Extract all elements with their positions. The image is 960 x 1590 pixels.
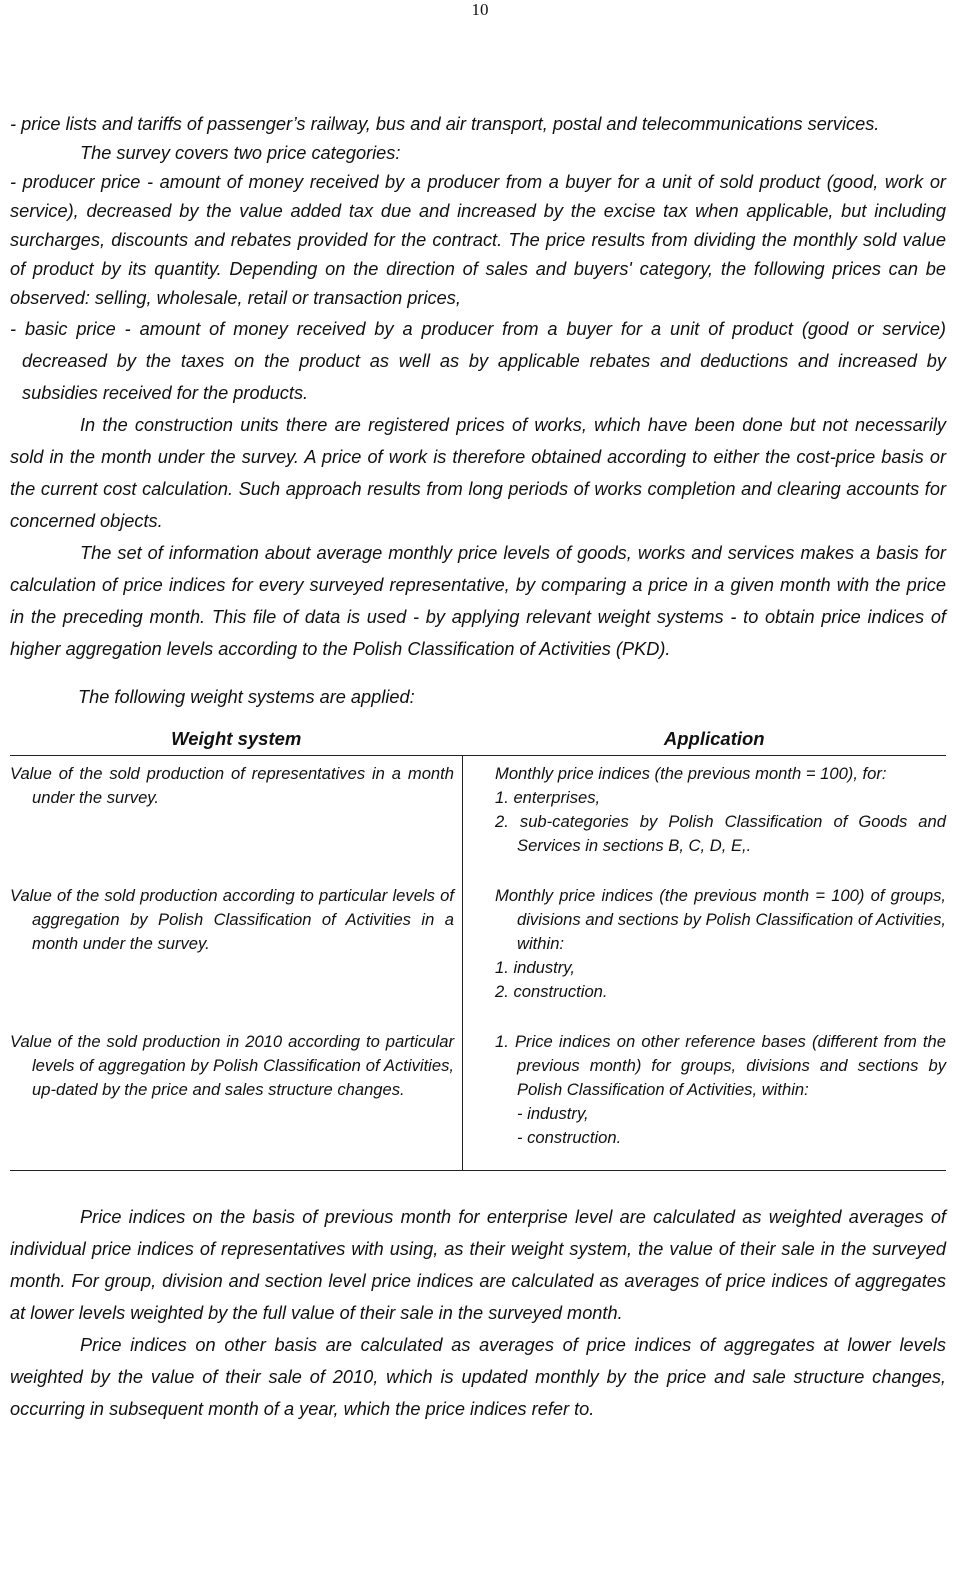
- application-text: 1. Price indices on other reference bases (different from the previous month) for groups, divisions and sections by Polish Classification of Activities, within:: [495, 1032, 946, 1099]
- page-number: 10: [471, 0, 489, 19]
- weight-text: Value of the sold production in 2010 according to particular levels of aggregation by Polish Classification of Activities, up-dated by the price and sales structure changes.: [10, 1032, 454, 1099]
- application-item: 1. enterprises,: [495, 788, 601, 807]
- paragraph-producer-price: - producer price - amount of money received by a producer from a buyer for a unit of sold product (good, work or service), decreased by the value added tax due and increased by the excise tax when applicable, but including surcharges, discounts and rebates provided for the contract. The price results from dividing the monthly sold value of product by its quantity. Depending on the direction of sales and buyers' category, the following prices can be observed: selling, wholesale, retail or transaction prices,: [10, 172, 946, 308]
- header-application: Application: [463, 723, 947, 756]
- paragraph-construction-units: In the construction units there are registered prices of works, which have been done but not necessarily sold in the month under the survey. A price of work is therefore obtained according to either the cost-price basis or the current cost calculation. Such approach results from long periods of works completion and clearing accounts for concerned objects.: [10, 415, 946, 531]
- paragraph-information-set: The set of information about average monthly price levels of goods, works and services makes a basis for calculation of price indices for every surveyed representative, by comparing a price in a given month with the price in the preceding month. This file of data is used - by applying relevant weight systems - to obtain price indices of higher aggregation levels according to the Polish Classification of Activities (PKD).: [10, 543, 946, 659]
- application-cell: [463, 1024, 947, 1171]
- paragraph-price-categories: The survey covers two price categories:: [80, 143, 401, 163]
- application-item: 1. industry,: [495, 958, 575, 977]
- weight-cell: [10, 1024, 463, 1171]
- application-text: Monthly price indices (the previous month = 100) of groups, divisions and sections by Polish Classification of Activities, within:: [495, 886, 946, 953]
- table-row: [10, 1024, 946, 1171]
- weight-text: Value of the sold production of representatives in a month under the survey.: [10, 764, 454, 807]
- table-row: [10, 756, 946, 879]
- table-header-row: [10, 723, 946, 756]
- application-item: 2. construction.: [495, 982, 608, 1001]
- paragraph-previous-month-basis: Price indices on the basis of previous month for enterprise level are calculated as weighted averages of individual price indices of representatives with using, as their weight system, the value of their sale in the surveyed month. For group, division and section level price indices are calculated as averages of price indices of aggregates at lower levels weighted by the full value of their sale in the surveyed month.: [10, 1207, 946, 1323]
- application-cell: [463, 878, 947, 1024]
- paragraph-basic-price: - basic price - amount of money received by a producer from a buyer for a unit of product (good or service) decreased by the taxes on the product as well as by applicable rebates and deductions and increased by subsidies received for the products.: [10, 319, 946, 403]
- paragraph-other-basis: Price indices on other basis are calculated as averages of price indices of aggregates at lower levels weighted by the value of their sale of 2010, which is updated monthly by the price and sale structure changes, occurring in subsequent month of a year, which the price indices refer to.: [10, 1335, 946, 1419]
- table-intro: The following weight systems are applied:: [78, 687, 415, 707]
- table-row: [10, 878, 946, 1024]
- application-item: - construction.: [517, 1128, 622, 1147]
- weight-cell: [10, 756, 463, 879]
- weight-systems-table: [10, 723, 946, 1171]
- document-body: [10, 110, 946, 1425]
- application-item: - industry,: [517, 1104, 589, 1123]
- weight-cell: [10, 878, 463, 1024]
- application-item: 2. sub-categories by Polish Classification of Goods and Services in sections B, C, D, E,.: [495, 812, 946, 855]
- paragraph-price-lists: - price lists and tariffs of passenger’s railway, bus and air transport, postal and telecommunications services.: [10, 114, 880, 134]
- application-text: Monthly price indices (the previous month = 100), for:: [495, 764, 887, 783]
- application-cell: [463, 756, 947, 879]
- weight-text: Value of the sold production according to particular levels of aggregation by Polish Classification of Activities in a month under the survey.: [10, 886, 454, 953]
- header-weight-system: Weight system: [10, 723, 463, 756]
